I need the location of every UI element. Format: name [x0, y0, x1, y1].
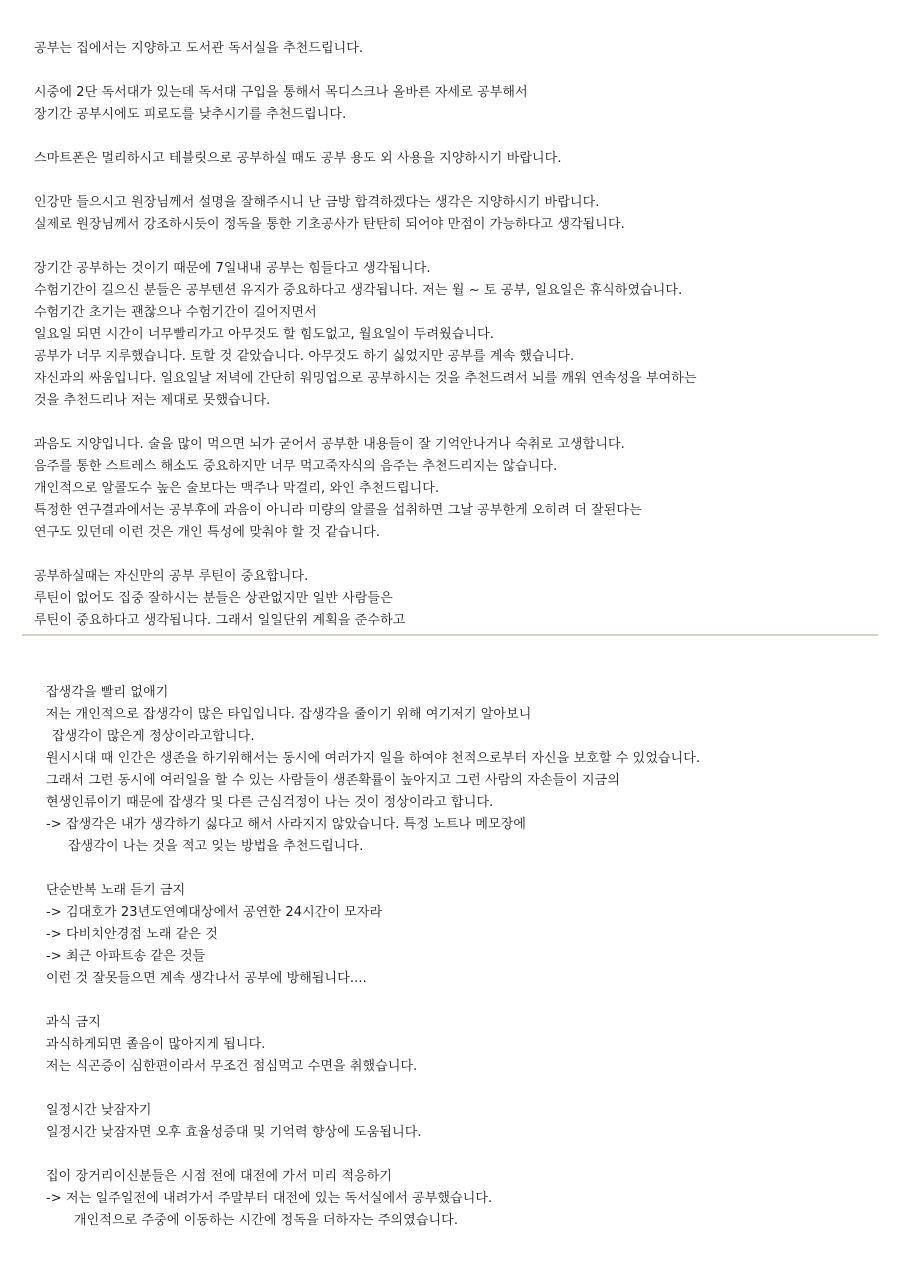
- text-line: 일요일 되면 시간이 너무빨리가고 아무것도 할 힘도없고, 월요일이 두려웠습니다.: [34, 327, 495, 342]
- tip-heading: 잡생각을 빨리 없애기: [46, 685, 169, 700]
- text-line: -> 다비치안경점 노래 같은 것: [46, 927, 218, 942]
- text-line: -> 잡생각은 내가 생각하기 싫다고 해서 사라지지 않았습니다. 특정 노트나 메모장에: [46, 817, 527, 832]
- paragraph: [34, 38, 874, 60]
- text-line: 과음도 지양입니다. 술을 많이 먹으면 뇌가 굳어서 공부한 내용들이 잘 기억안나거나 숙취로 고생합니다.: [34, 437, 625, 452]
- tip-block: [46, 880, 876, 990]
- text-line: 실제로 원장님께서 강조하시듯이 정독을 통한 기초공사가 탄탄히 되어야 만점이 가능하다고 생각됩니다.: [34, 217, 625, 232]
- text-line: 일정시간 낮잠자면 오후 효율성증대 및 기억력 향상에 도움됩니다.: [46, 1125, 422, 1140]
- tip-heading: 단순반복 노래 듣기 금지: [46, 883, 186, 898]
- text-line: 수험기간 초기는 괜찮으나 수험기간이 길어지면서: [34, 305, 317, 320]
- paragraph: [34, 148, 874, 170]
- tip-block: [46, 1012, 876, 1078]
- text-line: 음주를 통한 스트레스 해소도 중요하지만 너무 먹고죽자식의 음주는 추천드리지는 않습니다.: [34, 459, 558, 474]
- tip-block: [46, 1100, 876, 1144]
- text-line: 과식하게되면 졸음이 많아지게 됩니다.: [46, 1037, 266, 1052]
- text-line: 현생인류이기 때문에 잡생각 및 다른 근심걱정이 나는 것이 정상이라고 합니다.: [46, 795, 494, 810]
- paragraph: [34, 82, 874, 126]
- text-line: 잡생각이 많은게 정상이라고합니다.: [52, 729, 255, 744]
- text-line: 저는 식곤증이 심한편이라서 무조건 점심먹고 수면을 취했습니다.: [46, 1059, 418, 1074]
- text-line: 스마트폰은 멀리하시고 테블릿으로 공부하실 때도 공부 용도 외 사용을 지양하시기 바랍니다.: [34, 151, 562, 166]
- paragraph: [34, 566, 874, 632]
- text-line: -> 저는 일주일전에 내려가서 주말부터 대전에 있는 독서실에서 공부했습니다.: [46, 1191, 493, 1206]
- text-line: 개인적으로 알콜도수 높은 술보다는 맥주나 막걸리, 와인 추천드립니다.: [34, 481, 440, 496]
- text-line: 수험기간이 길으신 분들은 공부텐션 유지가 중요하다고 생각됩니다. 저는 월 ~ 토 공부, 일요일은 휴식하였습니다.: [34, 283, 683, 298]
- bottom-section: [46, 682, 876, 1232]
- text-line: 인강만 들으시고 원장님께서 설명을 잘해주시니 난 금방 합격하겠다는 생각은 지양하시기 바랍니다.: [34, 195, 600, 210]
- text-line: 공부가 너무 지루했습니다. 토할 것 같았습니다. 아무것도 하기 싫었지만 공부를 계속 했습니다.: [34, 349, 575, 364]
- text-line: -> 김대호가 23년도연예대상에서 공연한 24시간이 모자라: [46, 905, 383, 920]
- tip-block: [46, 1166, 876, 1232]
- tip-heading: 과식 금지: [46, 1015, 101, 1030]
- text-line: 자신과의 싸움입니다. 일요일날 저녁에 간단히 워밍업으로 공부하시는 것을 추천드려서 뇌를 깨워 연속성을 부여하는: [34, 371, 697, 386]
- text-line: 것을 추천드리나 저는 제대로 못했습니다.: [34, 393, 271, 408]
- paragraph: [34, 434, 874, 544]
- tip-heading: 집이 장거리이신분들은 시점 전에 대전에 가서 미리 적응하기: [46, 1169, 393, 1184]
- paragraph: [34, 258, 874, 412]
- text-line: 저는 개인적으로 잡생각이 많은 타입입니다. 잡생각을 줄이기 위해 여기저기 알아보니: [46, 707, 532, 722]
- text-line: 공부하실때는 자신만의 공부 루틴이 중요합니다.: [34, 569, 309, 584]
- top-section: [34, 38, 874, 632]
- tip-heading: 일정시간 낮잠자기: [46, 1103, 152, 1118]
- text-line: 그래서 그런 동시에 여러일을 할 수 있는 사람들이 생존확률이 높아지고 그런 사람의 자손들이 지금의: [46, 773, 620, 788]
- text-line: 잡생각이 나는 것을 적고 잊는 방법을 추천드립니다.: [68, 839, 364, 854]
- paragraph: [34, 192, 874, 236]
- text-line: -> 최근 아파트송 같은 것들: [46, 949, 206, 964]
- text-line: 공부는 집에서는 지양하고 도서관 독서실을 추천드립니다.: [34, 41, 364, 56]
- text-line: 장기간 공부하는 것이기 때문에 7일내내 공부는 힘들다고 생각됩니다.: [34, 261, 431, 276]
- tip-block: [46, 682, 876, 858]
- text-line: 개인적으로 주중에 이동하는 시간에 정독을 더하자는 주의였습니다.: [74, 1213, 459, 1228]
- text-line: 이런 것 잘못들으면 계속 생각나서 공부에 방해됩니다....: [46, 971, 367, 986]
- text-line: 연구도 있던데 이런 것은 개인 특성에 맞춰야 할 것 같습니다.: [34, 525, 381, 540]
- section-divider: [22, 634, 878, 636]
- text-line: 시중에 2단 독서대가 있는데 독서대 구입을 통해서 목디스크나 올바른 자세로 공부해서: [34, 85, 528, 100]
- text-line: 원시시대 때 인간은 생존을 하기위해서는 동시에 여러가지 일을 하여야 천적으로부터 자신을 보호할 수 있었습니다.: [46, 751, 701, 766]
- text-line: 특정한 연구결과에서는 공부후에 과음이 아니라 미량의 알콜을 섭취하면 그날 공부한게 오히려 더 잘된다는: [34, 503, 642, 518]
- text-line: 루틴이 없어도 집중 잘하시는 분들은 상관없지만 일반 사람들은: [34, 591, 393, 606]
- text-line: 장기간 공부시에도 피로도를 낮추시기를 추천드립니다.: [34, 107, 347, 122]
- text-line: 루틴이 중요하다고 생각됩니다. 그래서 일일단위 계획을 준수하고: [34, 613, 406, 628]
